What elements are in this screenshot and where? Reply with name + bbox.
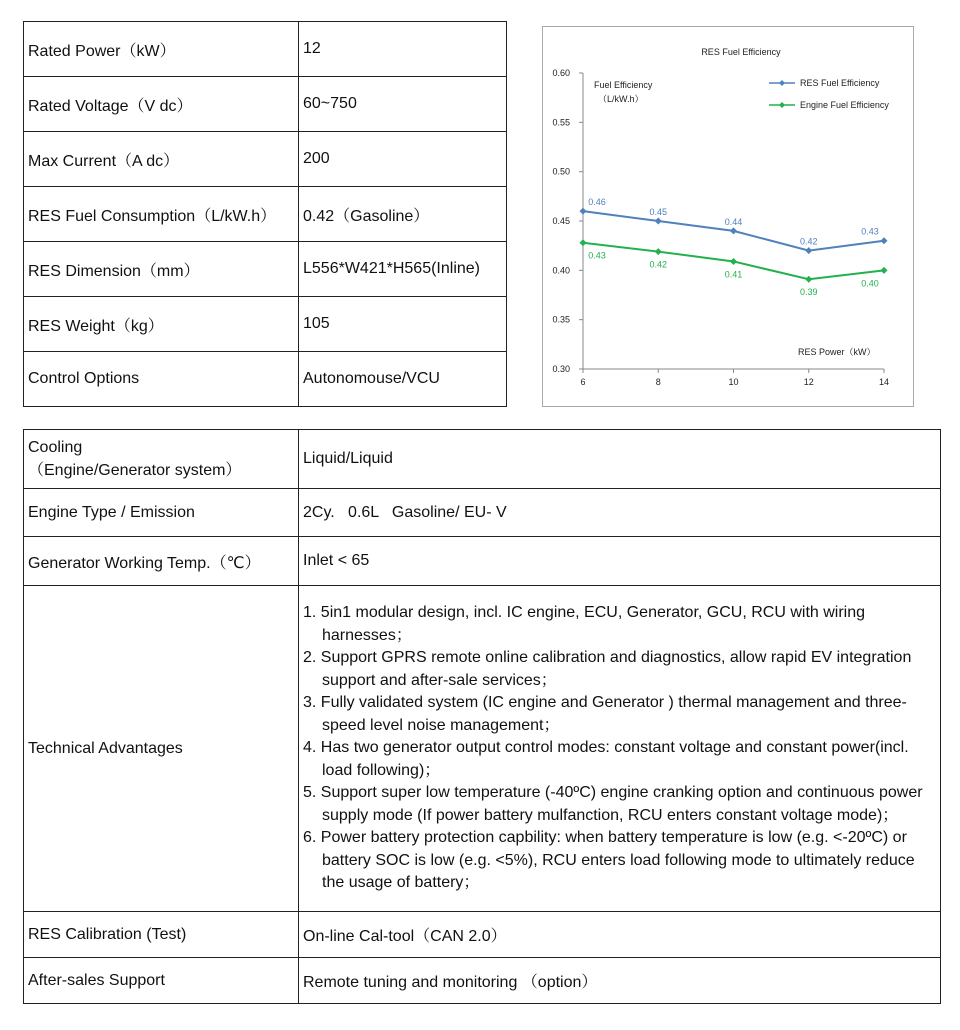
list-item: 4. Has two generator output control modes: constant voltage and constant power(incl. load following)； bbox=[303, 739, 909, 779]
temp-label: Generator Working Temp.（℃） bbox=[24, 537, 299, 586]
list-item: 3. Fully validated system (IC engine and Generator ) thermal management and three-speed level noise management； bbox=[303, 694, 907, 734]
y-tick-label: 0.55 bbox=[552, 117, 570, 128]
x-axis-label: RES Power（kW） bbox=[798, 347, 876, 357]
cooling-label-line2: （Engine/Generator system） bbox=[28, 461, 242, 479]
data-label: 0.45 bbox=[649, 207, 668, 217]
y-tick-label: 0.45 bbox=[552, 216, 570, 226]
spec-value: Autonomouse/VCU bbox=[299, 352, 507, 407]
data-point bbox=[655, 218, 662, 225]
table-row-cooling bbox=[24, 430, 941, 489]
legend-swatch-marker bbox=[779, 80, 785, 86]
y-tick-label: 0.35 bbox=[552, 314, 570, 325]
data-point bbox=[655, 248, 662, 255]
cooling-value: Liquid/Liquid bbox=[299, 430, 941, 489]
table-row-advantages bbox=[24, 586, 941, 912]
spec-label: RES Dimension（mm） bbox=[24, 242, 299, 297]
aftersales-label: After-sales Support bbox=[24, 958, 299, 1004]
table-row bbox=[24, 352, 507, 407]
y-axis-label: Fuel Efficiency bbox=[594, 80, 653, 90]
list-item: 5. Support super low temperature (-40ºC) engine cranking option and continuous power supply mode (If power battery mulfanction, RCU enters constant voltage mode)； bbox=[303, 784, 923, 824]
table-row-calibration bbox=[24, 912, 941, 958]
spec-value: 0.42（Gasoline） bbox=[299, 187, 507, 242]
legend-entry: Engine Fuel Efficiency bbox=[800, 100, 889, 110]
spec-label: RES Fuel Consumption（L/kW.h） bbox=[24, 187, 299, 242]
table-row bbox=[24, 187, 507, 242]
table-row bbox=[24, 242, 507, 297]
spec-value: 60~750 bbox=[299, 77, 507, 132]
x-tick-label: 14 bbox=[878, 377, 890, 387]
y-tick-label: 0.60 bbox=[552, 68, 570, 78]
fuel-efficiency-chart bbox=[542, 26, 914, 407]
list-item: 2. Support GPRS remote online calibration and diagnostics, allow rapid EV integration support and after-sale services； bbox=[303, 649, 912, 689]
spec-table-top bbox=[23, 21, 507, 407]
spec-value: 200 bbox=[299, 132, 507, 187]
chart-canvas bbox=[543, 27, 913, 406]
data-point bbox=[580, 208, 587, 215]
data-label: 0.41 bbox=[724, 269, 743, 280]
calibration-label: RES Calibration (Test) bbox=[24, 912, 299, 958]
list-item: 6. Power battery protection capbility: when battery temperature is low (e.g. <-20ºC) or battery SOC is low (e.g. <5%), RCU enters load following mode to ultimately reduce the usage of battery； bbox=[303, 829, 915, 892]
aftersales-value: Remote tuning and monitoring （option） bbox=[299, 958, 941, 1004]
table-row-aftersales bbox=[24, 958, 941, 1004]
engine-label: Engine Type / Emission bbox=[24, 489, 299, 537]
list-item: 1. 5in1 modular design, incl. IC engine, ECU, Generator, GCU, RCU with wiring harnesses； bbox=[303, 604, 866, 644]
table-row bbox=[24, 297, 507, 352]
table-row bbox=[24, 132, 507, 187]
spec-value: 105 bbox=[299, 297, 507, 352]
chart-title: RES Fuel Efficiency bbox=[701, 47, 781, 57]
data-label: 0.46 bbox=[588, 197, 606, 208]
spec-label: Max Current（A dc） bbox=[24, 132, 299, 187]
data-label: 0.42 bbox=[799, 236, 818, 247]
table-row-engine bbox=[24, 489, 941, 537]
temp-value: Inlet < 65 bbox=[299, 537, 941, 586]
data-label: 0.44 bbox=[724, 216, 743, 227]
cooling-label bbox=[24, 430, 299, 489]
spec-value: 12 bbox=[299, 22, 507, 77]
data-point bbox=[730, 258, 737, 265]
x-tick-label: 6 bbox=[580, 377, 586, 387]
data-point bbox=[881, 237, 888, 244]
data-point bbox=[881, 267, 888, 274]
y-tick-label: 0.40 bbox=[552, 265, 570, 276]
advantages-label: Technical Advantages bbox=[24, 586, 299, 912]
table-row bbox=[24, 22, 507, 77]
data-point bbox=[580, 239, 587, 246]
data-label: 0.42 bbox=[649, 259, 668, 270]
spec-label: Rated Voltage（V dc） bbox=[24, 77, 299, 132]
y-axis-unit: （L/kW.h） bbox=[598, 94, 644, 104]
data-point bbox=[805, 247, 812, 254]
advantages-value bbox=[299, 586, 941, 912]
spec-label: Control Options bbox=[24, 352, 299, 407]
data-label: 0.43 bbox=[588, 250, 606, 261]
spec-table-bottom bbox=[23, 429, 941, 1004]
x-tick-label: 12 bbox=[803, 377, 814, 387]
legend-entry: RES Fuel Efficiency bbox=[800, 78, 880, 88]
table-row-temp bbox=[24, 537, 941, 586]
engine-value: 2Cy. 0.6L Gasoline/ EU- V bbox=[299, 489, 941, 537]
spec-value: L556*W421*H565(Inline) bbox=[299, 242, 507, 297]
legend-swatch-marker bbox=[779, 102, 785, 108]
calibration-value: On-line Cal-tool（CAN 2.0） bbox=[299, 912, 941, 958]
cooling-label-line1: Cooling bbox=[28, 438, 83, 456]
data-label: 0.43 bbox=[861, 226, 879, 237]
table-row bbox=[24, 77, 507, 132]
data-point bbox=[805, 276, 812, 283]
spec-label: Rated Power（kW） bbox=[24, 22, 299, 77]
y-tick-label: 0.50 bbox=[552, 166, 570, 177]
data-point bbox=[730, 227, 737, 234]
spec-label: RES Weight（kg） bbox=[24, 297, 299, 352]
x-tick-label: 10 bbox=[728, 377, 739, 387]
x-tick-label: 8 bbox=[655, 377, 661, 387]
advantages-list bbox=[303, 602, 936, 895]
y-tick-label: 0.30 bbox=[552, 364, 570, 374]
data-label: 0.40 bbox=[861, 278, 879, 289]
data-label: 0.39 bbox=[799, 287, 818, 298]
